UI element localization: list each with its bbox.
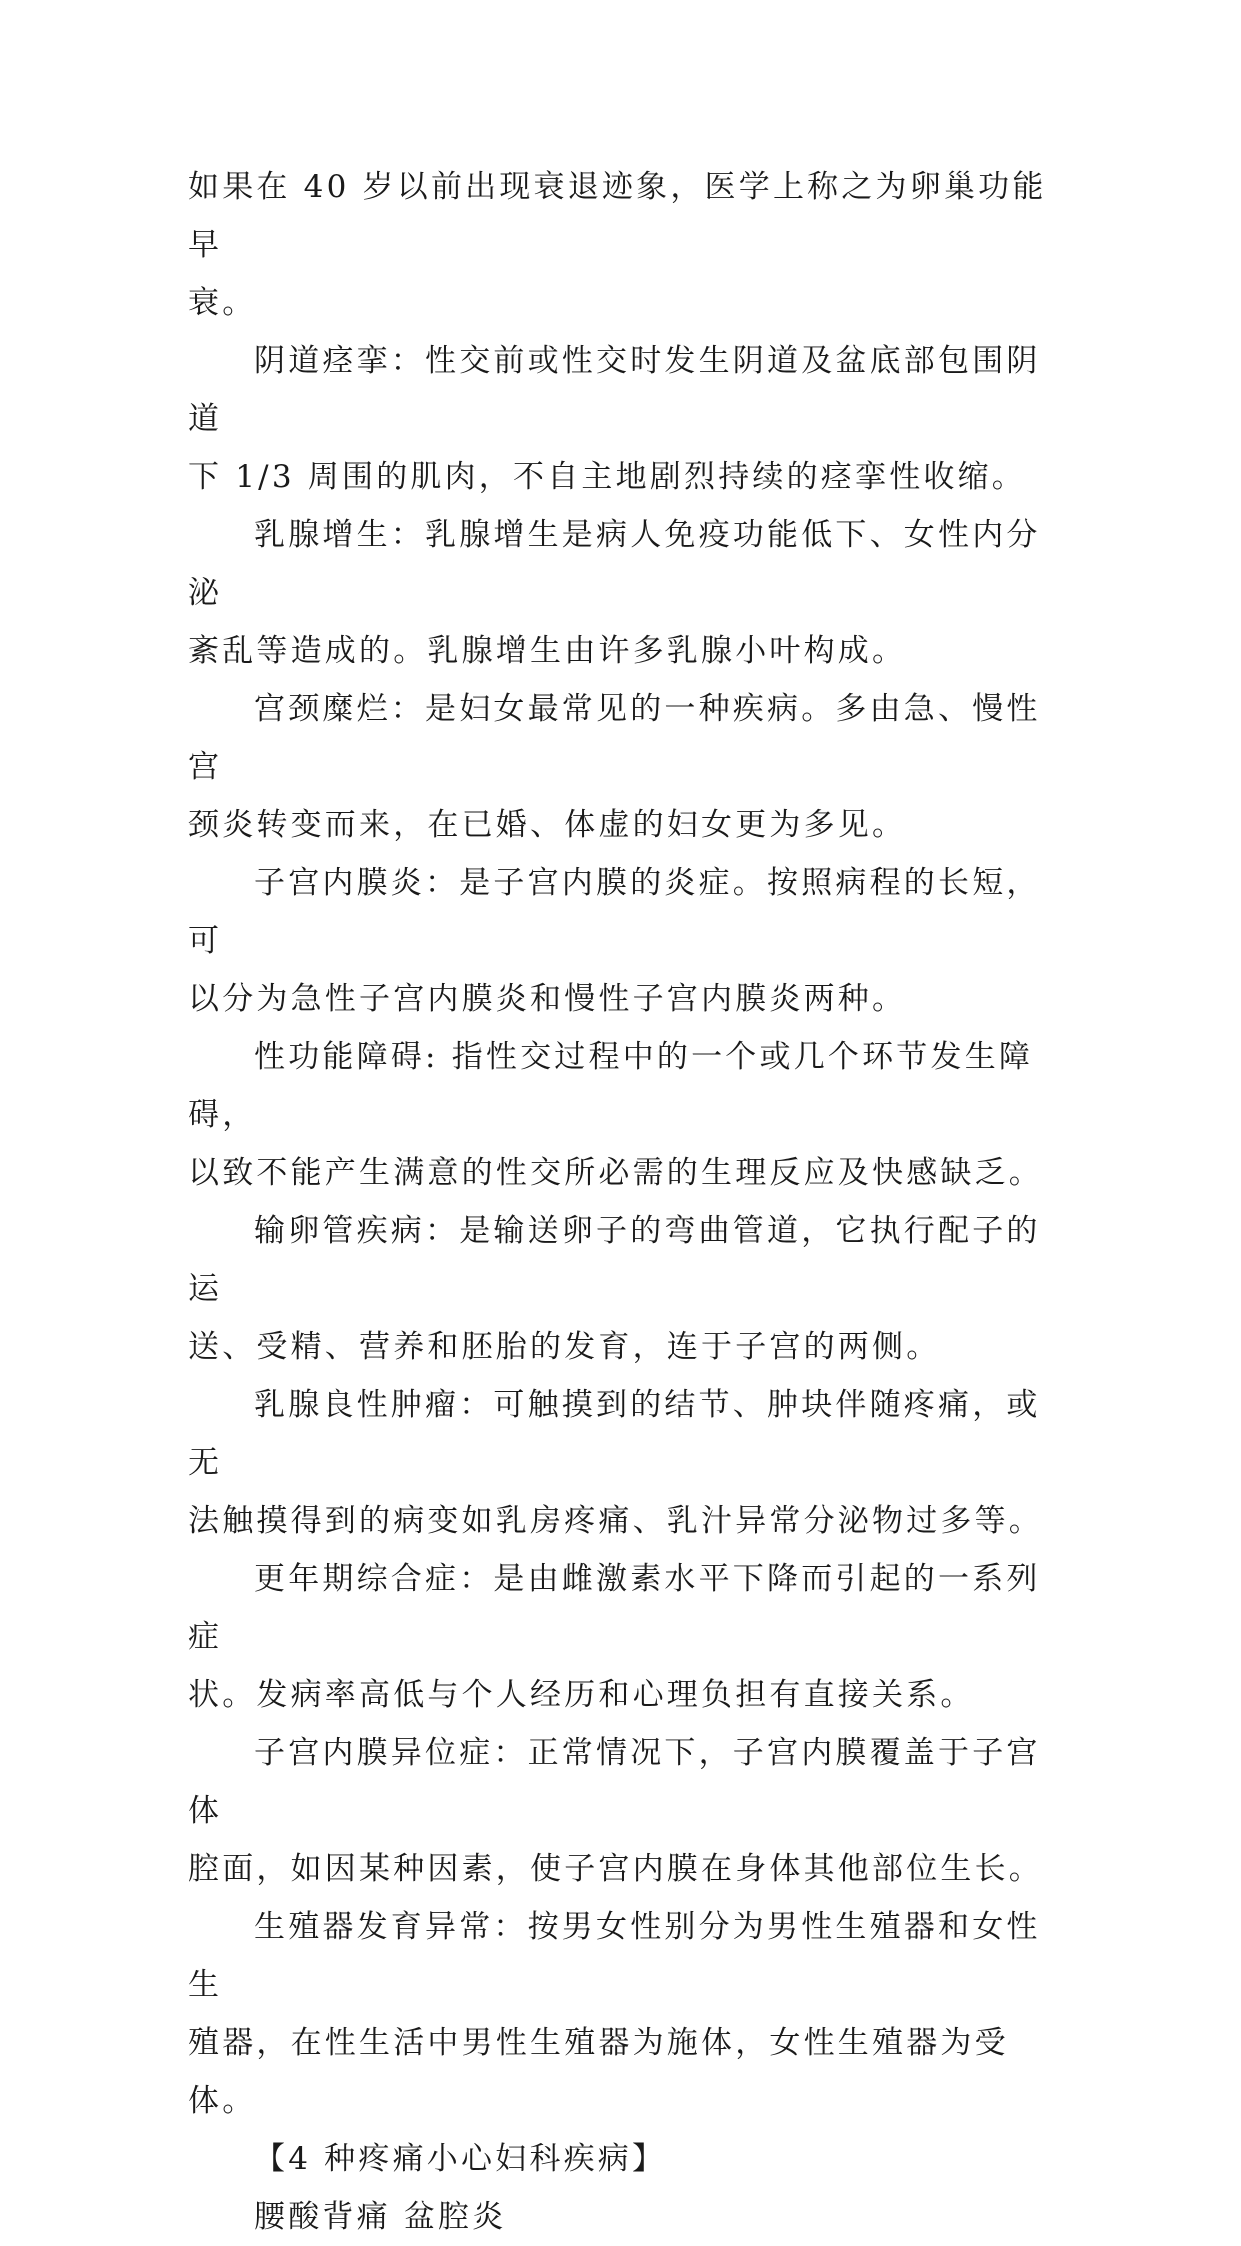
paragraph-endometritis: 子宫内膜炎：是子宫内膜的炎症。按照病程的长短，可 以分为急性子宫内膜炎和慢性子宫内膜炎两种。	[188, 865, 1041, 1017]
paragraph-sexual-dysfunction: 性功能障碍: 指性交过程中的一个或几个环节发生障碍， 以致不能产生满意的性交所必需的生理反应及快感缺乏。	[188, 1039, 1043, 1191]
paragraph-genital-abnormality: 生殖器发育异常：按男女性别分为男性生殖器和女性生 殖器，在性生活中男性生殖器为施体，女性生殖器为受体。	[188, 1909, 1041, 2119]
paragraph-benign-breast-tumor: 乳腺良性肿瘤：可触摸到的结节、肿块伴随疼痛，或无 法触摸得到的病变如乳房疼痛、乳汁异常分泌物过多等。	[188, 1387, 1043, 1539]
section-heading: 【4 种疼痛小心妇科疾病】	[254, 2141, 667, 2177]
paragraph-endometriosis: 子宫内膜异位症：正常情况下，子宫内膜覆盖于子宫体 腔面，如因某种因素，使子宫内膜在身体其他部位生长。	[188, 1735, 1043, 1887]
document-body	[188, 158, 1058, 2246]
paragraph-vaginismus: 阴道痉挛：性交前或性交时发生阴道及盆底部包围阴道 下 1/3 周围的肌肉，不自主地剧烈持续的痉挛性收缩。	[188, 343, 1041, 495]
paragraph-menopause: 更年期综合症：是由雌激素水平下降而引起的一系列症 状。发病率高低与个人经历和心理负担有直接关系。	[188, 1561, 1041, 1713]
paragraph-cervical-erosion: 宫颈糜烂：是妇女最常见的一种疾病。多由急、慢性宫 颈炎转变而来，在已婚、体虚的妇女更为多见。	[188, 691, 1041, 843]
paragraph-fallopian-tube: 输卵管疾病：是输送卵子的弯曲管道，它执行配子的运 送、受精、营养和胚胎的发育，连于子宫的两侧。	[188, 1213, 1041, 1365]
subheading: 腰酸背痛 盆腔炎	[254, 2199, 507, 2235]
paragraph-mammary-hyperplasia: 乳腺增生：乳腺增生是病人免疫功能低下、女性内分泌 紊乱等造成的。乳腺增生由许多乳腺小叶构成。	[188, 517, 1041, 669]
paragraph-ovarian-failure: 如果在 40 岁以前出现衰退迹象，医学上称之为卵巢功能早 衰。	[188, 169, 1047, 321]
